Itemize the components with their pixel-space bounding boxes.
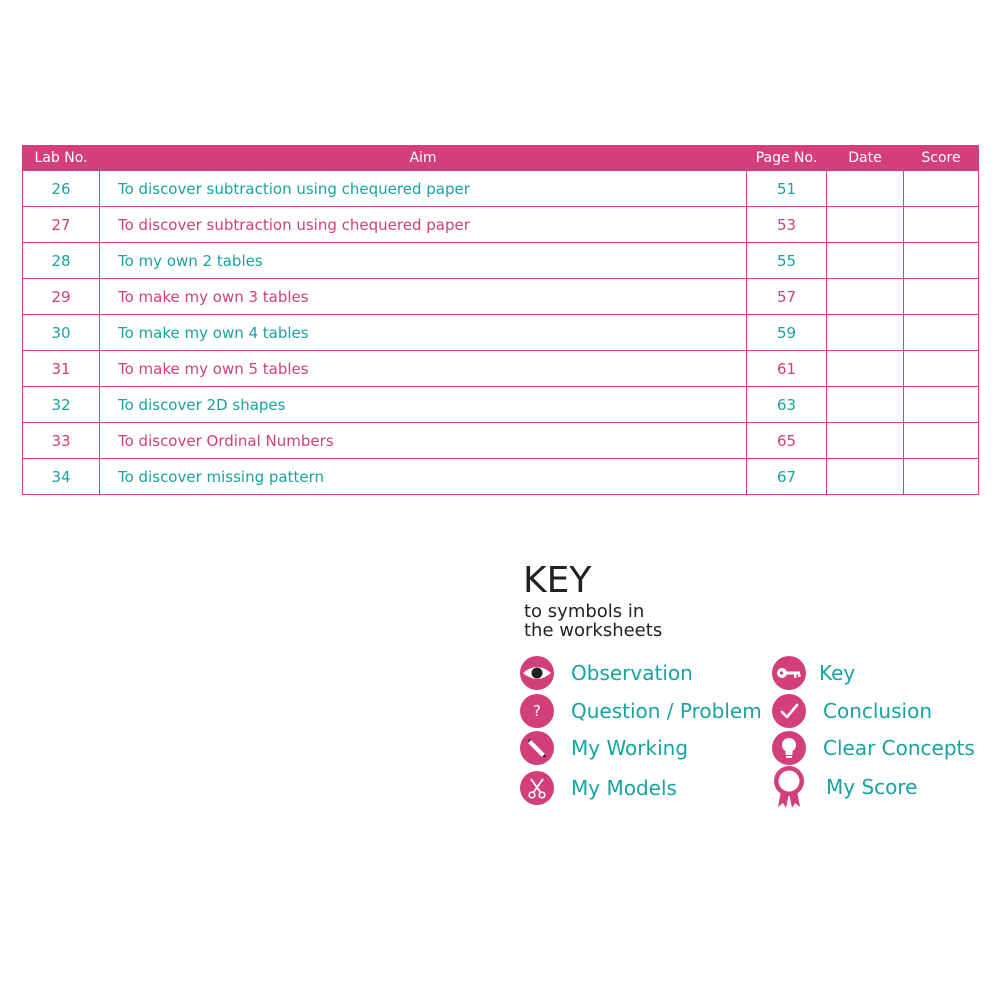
table-row xyxy=(23,387,979,423)
key-subtitle-line1: to symbols in xyxy=(524,601,645,622)
score-cell[interactable] xyxy=(904,207,979,243)
header-date: Date xyxy=(827,146,904,171)
svg-text:?: ? xyxy=(533,702,541,720)
scissors-icon xyxy=(520,771,554,805)
lab-table xyxy=(22,145,979,495)
key-label-question: Question / Problem xyxy=(571,699,762,723)
page-number: 51 xyxy=(747,171,827,207)
pencil-icon xyxy=(520,731,554,765)
key-item-observation xyxy=(520,656,693,690)
table-row xyxy=(23,279,979,315)
page-number: 53 xyxy=(747,207,827,243)
lab-number: 26 xyxy=(23,171,100,207)
key-item-key xyxy=(772,656,855,690)
question-icon xyxy=(520,694,554,728)
key-subtitle-line2: the worksheets xyxy=(524,620,663,641)
page-number: 67 xyxy=(747,459,827,495)
checkmark-icon xyxy=(772,694,806,728)
table-row xyxy=(23,207,979,243)
page-number: 63 xyxy=(747,387,827,423)
header-page-no: Page No. xyxy=(747,146,827,171)
header-score: Score xyxy=(904,146,979,171)
lab-number: 29 xyxy=(23,279,100,315)
lab-number: 33 xyxy=(23,423,100,459)
aim-text: To discover 2D shapes xyxy=(100,387,747,423)
key-label-models: My Models xyxy=(571,776,677,800)
rosette-icon xyxy=(772,766,806,808)
lab-number: 34 xyxy=(23,459,100,495)
key-item-working xyxy=(520,731,688,765)
date-cell[interactable] xyxy=(827,207,904,243)
score-cell[interactable] xyxy=(904,171,979,207)
score-cell[interactable] xyxy=(904,351,979,387)
key-label-key: Key xyxy=(819,661,856,685)
key-icon xyxy=(772,656,806,690)
table-row xyxy=(23,171,979,207)
date-cell[interactable] xyxy=(827,315,904,351)
header-aim: Aim xyxy=(100,146,747,171)
key-label-observation: Observation xyxy=(571,661,693,685)
key-label-working: My Working xyxy=(571,736,689,760)
table-row xyxy=(23,315,979,351)
lab-number: 32 xyxy=(23,387,100,423)
table-header-row xyxy=(23,146,979,171)
key-item-concepts xyxy=(772,731,975,765)
page-number: 59 xyxy=(747,315,827,351)
lab-number: 27 xyxy=(23,207,100,243)
aim-text: To my own 2 tables xyxy=(100,243,747,279)
page-number: 55 xyxy=(747,243,827,279)
aim-text: To make my own 5 tables xyxy=(100,351,747,387)
key-item-models xyxy=(520,771,677,805)
table-row xyxy=(23,243,979,279)
date-cell[interactable] xyxy=(827,423,904,459)
key-item-question xyxy=(520,694,762,728)
aim-text: To discover Ordinal Numbers xyxy=(100,423,747,459)
header-lab-no: Lab No. xyxy=(23,146,100,171)
score-cell[interactable] xyxy=(904,387,979,423)
date-cell[interactable] xyxy=(827,171,904,207)
date-cell[interactable] xyxy=(827,459,904,495)
date-cell[interactable] xyxy=(827,351,904,387)
score-cell[interactable] xyxy=(904,243,979,279)
score-cell[interactable] xyxy=(904,459,979,495)
aim-text: To discover missing pattern xyxy=(100,459,747,495)
score-cell[interactable] xyxy=(904,315,979,351)
table-row xyxy=(23,423,979,459)
table-row xyxy=(23,459,979,495)
aim-text: To make my own 4 tables xyxy=(100,315,747,351)
eye-icon xyxy=(520,656,554,690)
score-cell[interactable] xyxy=(904,279,979,315)
key-label-concepts: Clear Concepts xyxy=(823,736,975,760)
date-cell[interactable] xyxy=(827,279,904,315)
key-title: KEY xyxy=(523,560,592,601)
key-label-score: My Score xyxy=(826,775,918,799)
key-label-conclusion: Conclusion xyxy=(823,699,932,723)
aim-text: To discover subtraction using chequered paper xyxy=(100,171,747,207)
lab-number: 31 xyxy=(23,351,100,387)
page-number: 61 xyxy=(747,351,827,387)
page-number: 65 xyxy=(747,423,827,459)
date-cell[interactable] xyxy=(827,243,904,279)
aim-text: To make my own 3 tables xyxy=(100,279,747,315)
lab-number: 30 xyxy=(23,315,100,351)
key-item-conclusion xyxy=(772,694,932,728)
page-number: 57 xyxy=(747,279,827,315)
aim-text: To discover subtraction using chequered paper xyxy=(100,207,747,243)
key-subtitle xyxy=(524,602,662,640)
date-cell[interactable] xyxy=(827,387,904,423)
table-row xyxy=(23,351,979,387)
lightbulb-icon xyxy=(772,731,806,765)
key-item-score xyxy=(772,766,917,808)
score-cell[interactable] xyxy=(904,423,979,459)
lab-number: 28 xyxy=(23,243,100,279)
